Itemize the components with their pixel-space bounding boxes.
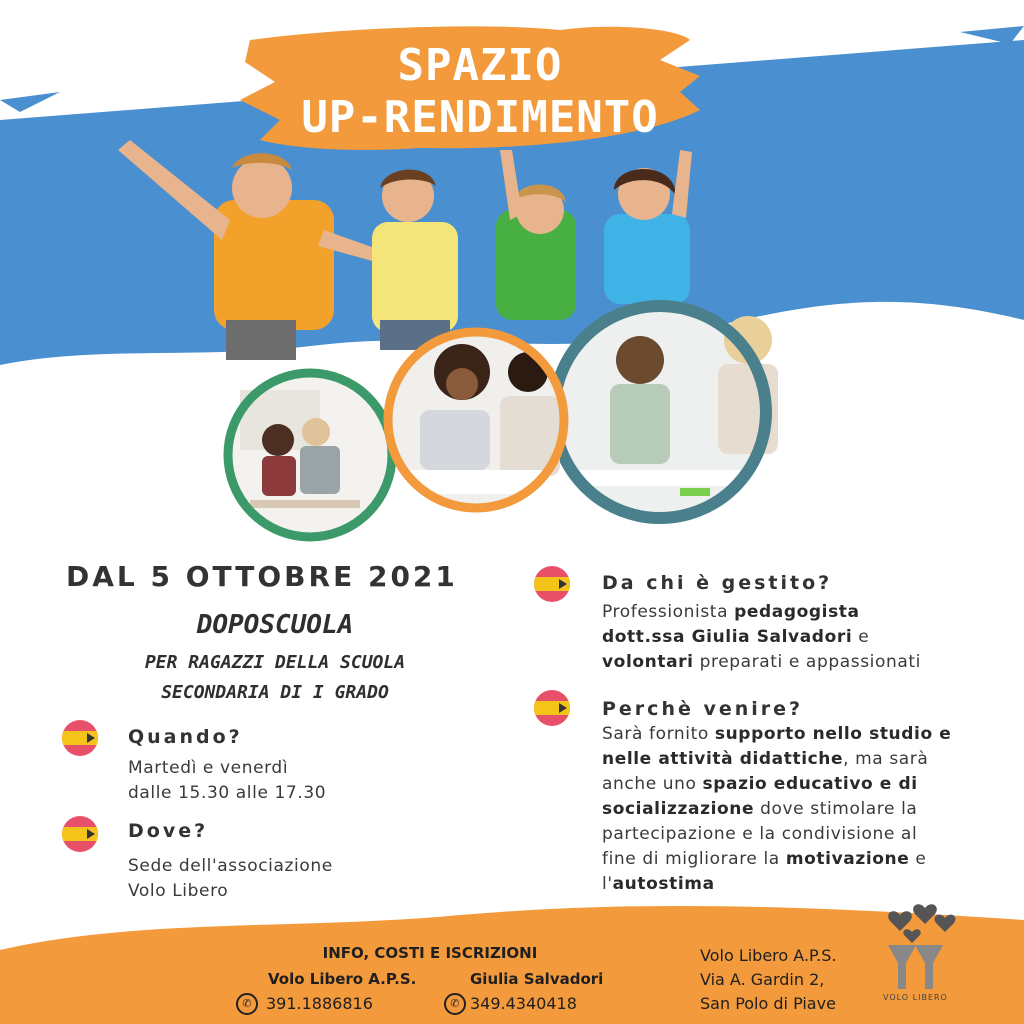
perche-text: partecipazione e la condivisione al <box>602 824 918 844</box>
dove-heading: Dove? <box>128 820 209 842</box>
perche-bold: socializzazione <box>602 799 755 819</box>
gestito-text: e <box>852 627 870 647</box>
gestito-details <box>602 600 921 675</box>
gestito-bold: pedagogista <box>734 602 860 622</box>
perche-details <box>602 722 951 897</box>
gestito-bold: dott.ssa Giulia Salvadori <box>602 627 853 647</box>
org-street: Via A. Gardin 2, <box>700 970 825 989</box>
gestito-bold: volontari <box>602 652 694 672</box>
perche-text: dove stimolare la <box>754 799 918 819</box>
perche-text: , ma sarà <box>843 749 929 769</box>
photo-circle-teal <box>554 306 778 518</box>
bullet-icon <box>534 566 570 602</box>
contact-1-phone[interactable]: 391.1886816 <box>266 994 373 1013</box>
perche-bold: nelle attività didattiche <box>602 749 844 769</box>
perche-bold: supporto nello studio e <box>714 724 952 744</box>
logo-text: VOLO LIBERO <box>883 993 948 1002</box>
perche-text: l' <box>602 874 613 894</box>
perche-heading: Perchè venire? <box>602 698 804 720</box>
perche-text: anche uno <box>602 774 703 794</box>
program-name: DOPOSCUOLA <box>196 610 354 640</box>
perche-text: e <box>909 849 927 869</box>
audience-line-2: SECONDARIA DI I GRADO <box>161 682 389 703</box>
perche-bold: autostima <box>612 874 715 894</box>
gestito-text: preparati e appassionati <box>693 652 921 672</box>
dove-line-1: Sede dell'associazione <box>128 856 333 876</box>
quando-heading: Quando? <box>128 726 243 748</box>
org-city: San Polo di Piave <box>700 994 836 1013</box>
perche-bold: spazio educativo e di <box>702 774 918 794</box>
gestito-text: Professionista <box>602 602 735 622</box>
dove-details <box>128 854 333 904</box>
contact-2-name: Giulia Salvadori <box>470 970 604 988</box>
photo-circle-green <box>228 373 392 537</box>
perche-text: fine di migliorare la <box>602 849 786 869</box>
perche-text: Sarà fornito <box>602 724 715 744</box>
phone-icon: ✆ <box>444 993 466 1015</box>
phone-icon: ✆ <box>236 993 258 1015</box>
quando-line-2: dalle 15.30 alle 17.30 <box>128 783 327 803</box>
bullet-icon <box>534 690 570 726</box>
start-date-heading: DAL 5 OTTOBRE 2021 <box>66 560 458 593</box>
footer-title: INFO, COSTI E ISCRIZIONI <box>322 944 538 962</box>
perche-bold: motivazione <box>785 849 910 869</box>
photo-circle-orange <box>388 332 564 508</box>
contact-2-phone[interactable]: 349.4340418 <box>470 994 577 1013</box>
gestito-heading: Da chi è gestito? <box>602 572 833 594</box>
bullet-icon <box>62 816 98 852</box>
contact-1-name: Volo Libero A.P.S. <box>268 970 417 988</box>
dove-line-2: Volo Libero <box>128 881 229 901</box>
audience-line-1: PER RAGAZZI DELLA SCUOLA <box>144 652 406 673</box>
quando-line-1: Martedì e venerdì <box>128 758 289 778</box>
org-name: Volo Libero A.P.S. <box>700 946 837 965</box>
quando-details <box>128 756 326 806</box>
bullet-icon <box>62 720 98 756</box>
title-line-2: UP-RENDIMENTO <box>301 92 659 143</box>
title-line-1: SPAZIO <box>397 40 563 91</box>
